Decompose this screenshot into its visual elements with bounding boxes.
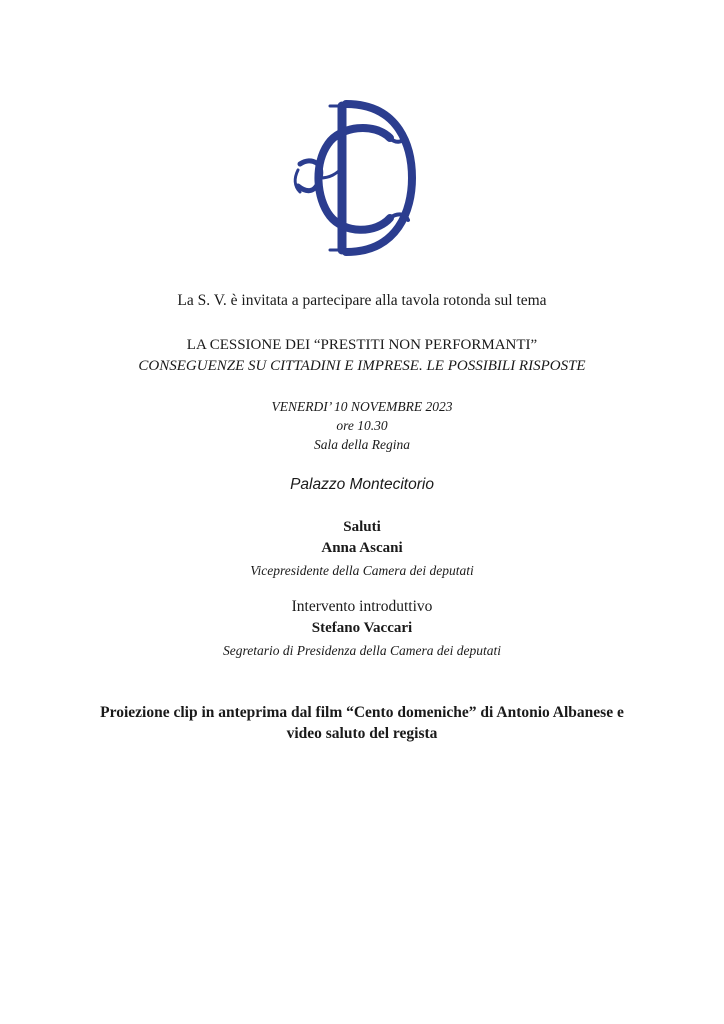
greetings-speaker-name: Anna Ascani: [321, 540, 403, 556]
camera-dei-deputati-monogram-icon: [290, 98, 430, 258]
invitation-text: La S. V. è invitata a partecipare alla tavola rotonda sul tema: [177, 292, 547, 309]
greetings-heading: Saluti: [343, 519, 381, 535]
introduction-speaker-name: Stefano Vaccari: [311, 620, 413, 636]
event-venue: Palazzo Montecitorio: [290, 476, 434, 493]
event-date: VENERDI’ 10 NOVEMBRE 2023: [271, 399, 453, 414]
introduction-speaker-role: Segretario di Presidenza della Camera dei deputati: [223, 643, 501, 658]
event-room: Sala della Regina: [314, 437, 410, 452]
event-title: LA CESSIONE DEI “PRESTITI NON PERFORMANTI”: [186, 337, 538, 353]
greetings-speaker-role: Vicepresidente della Camera dei deputati: [250, 563, 474, 578]
projection-text-line-2: video saluto del regista: [286, 725, 438, 742]
event-subtitle: CONSEGUENZE SU CITTADINI E IMPRESE. LE POSSIBILI RISPOSTE: [138, 358, 586, 374]
introduction-heading: Intervento introduttivo: [291, 598, 433, 615]
projection-text-line-1: Proiezione clip in anteprima dal film “Cento domeniche” di Antonio Albanese e: [100, 704, 624, 721]
event-time: ore 10.30: [336, 418, 388, 433]
